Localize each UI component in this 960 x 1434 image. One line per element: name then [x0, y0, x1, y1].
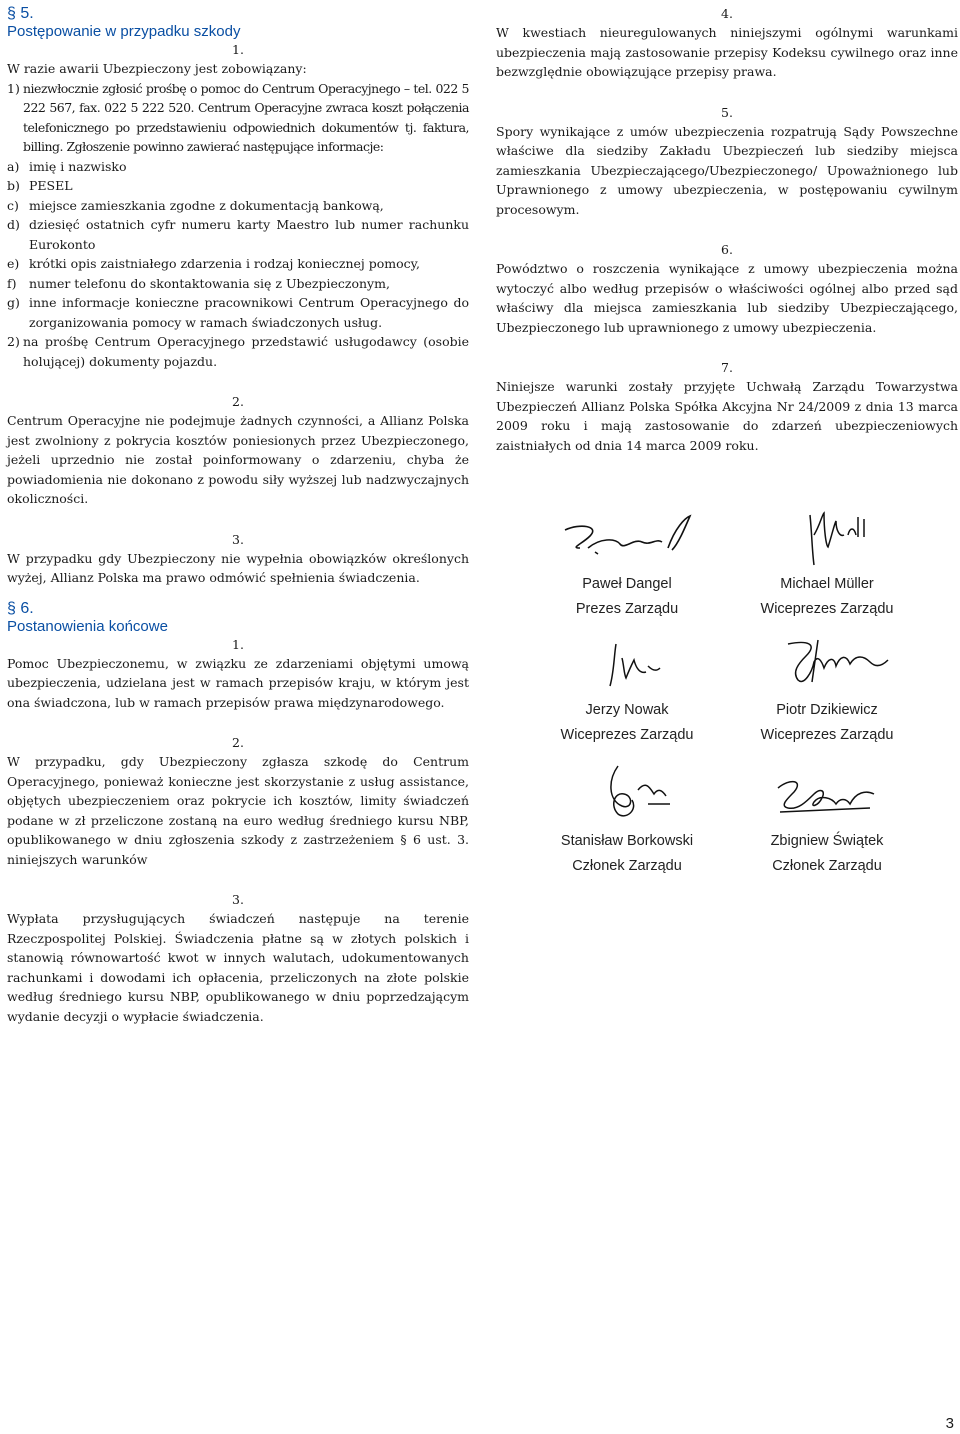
signatory-title: Członek Zarządu	[772, 858, 882, 874]
paragraph-text: Niniejsze warunki zostały przyjęte Uchwałą Zarządu Towarzystwa Ubezpieczeń Allianz Polska Spółka Akcyjna Nr 24/2009 z dnia 13 marca 2009 roku i mają zastosowanie do zdarzeń ubezpieczeniowych zaistniałych od dnia 14 marca 2009 roku.	[496, 379, 958, 453]
signatory-name: Jerzy Nowak	[585, 702, 669, 718]
signatory-title: Wiceprezes Zarządu	[760, 727, 894, 743]
list-marker: c)	[7, 197, 19, 213]
list-item	[7, 254, 469, 274]
list-item-text: dziesięć ostatnich cyfr numeru karty Maestro lub numer rachunku Eurokonto	[29, 217, 469, 252]
section-5-title: Postępowanie w przypadku szkody	[7, 23, 241, 40]
paragraph-number: 1.	[232, 42, 244, 57]
obligations-list-2	[7, 332, 469, 371]
list-item-text: PESEL	[29, 178, 73, 193]
paragraph-number: 6.	[721, 242, 733, 257]
obligations-list	[7, 79, 469, 157]
list-item	[7, 293, 469, 332]
signatory-title: Wiceprezes Zarządu	[560, 727, 694, 743]
signatory-title: Wiceprezes Zarządu	[760, 601, 894, 617]
paragraph-number: 2.	[232, 735, 244, 750]
list-item	[7, 79, 469, 157]
signature-image	[560, 508, 700, 563]
list-marker: f)	[7, 275, 17, 291]
paragraph-text: W przypadku, gdy Ubezpieczony zgłasza szkodę do Centrum Operacyjnego, ponieważ konieczne jest skorzystanie z usług assistance, objętych ubezpieczeniem oraz pokrycie ich kosztów, limity świadczeń podane w zł przeliczone zostaną na euro według średniego kursu NBP, opublikowanego w dniu zgłoszenia szkody z zastrzeżeniem § 6 ust. 3. niniejszych warunków	[7, 754, 469, 867]
section-6-title: Postanowienia końcowe	[7, 617, 168, 635]
paragraph-text: Wypłata przysługujących świadczeń następuje na terenie Rzeczpospolitej Polskiej. Świadczenia płatne są w złotych polskich i stanowią równowartość kwot w innych walutach, udokumentowanych rachunkami i dowodami ich opłacenia, przeliczonych na złote polskie według średniego kursu NBP, opublikowanego w dniu poprzedzającym wydanie decyzji o wypłacie świadczenia.	[7, 911, 469, 1024]
signature-image	[790, 505, 880, 570]
section-6-number: § 6.	[7, 599, 34, 617]
paragraph-text: Powództwo o roszczenia wynikające z umowy ubezpieczenia można wytoczyć albo według przepisów o właściwości ogólnej albo przed sąd właściwy dla miejsca zamieszkania lub siedziby Ubezpieczającego, Ubezpieczonego lub uprawnionego z umowy ubezpieczenia.	[496, 261, 958, 335]
list-item-text: imię i nazwisko	[29, 158, 127, 174]
list-item	[7, 176, 469, 196]
signatory-block	[532, 698, 722, 748]
list-item-text: inne informacje konieczne pracownikowi Centrum Operacyjnego do zorganizowania pomocy w ramach świadczonych usług.	[29, 295, 469, 330]
list-item-text: krótki opis zaistniałego zdarzenia i rodzaj koniecznej pomocy,	[29, 256, 421, 271]
page-number: 3	[945, 1415, 954, 1432]
signatory-name: Piotr Dzikiewicz	[776, 702, 878, 718]
signature-image	[770, 768, 890, 820]
list-marker: 1)	[7, 80, 20, 96]
signatory-title: Członek Zarządu	[572, 858, 682, 874]
paragraph-text: Centrum Operacyjne nie podejmuje żadnych czynności, a Allianz Polska jest zwolniony z pokrycia kosztów poniesionych przez Ubezpieczonego, jeżeli uprzednio nie został poinformowany o zdarzeniu, chyba że powiadomienia nie dokonano z powodu siły wyższej lub nadzwyczajnych okoliczności.	[7, 413, 469, 506]
paragraph-number: 3.	[232, 531, 244, 547]
signature-image	[598, 636, 668, 692]
list-item	[7, 215, 469, 254]
paragraph-text: W przypadku gdy Ubezpieczony nie wypełnia obowiązków określonych wyżej, Allianz Polska ma prawo odmówić spełnienia świadczenia.	[7, 550, 469, 585]
paragraph-number: 2.	[232, 394, 244, 409]
signatory-block	[732, 829, 922, 879]
signatory-name: Zbigniew Świątek	[770, 833, 884, 849]
signatory-name: Paweł Dangel	[582, 576, 672, 592]
paragraph-number: 3.	[232, 892, 244, 907]
signatory-title: Prezes Zarządu	[575, 601, 679, 617]
list-marker: e)	[7, 256, 20, 271]
signatory-block	[532, 572, 722, 622]
section-5-number: § 5.	[7, 5, 34, 22]
signature-image	[778, 632, 898, 692]
signatory-block	[532, 829, 722, 879]
paragraph-text: Pomoc Ubezpieczonemu, w związku ze zdarzeniami objętymi umową ubezpieczenia, udzielana jest w ramach przepisów kraju, w którym jest ona świadczona, lub w ramach przepisów prawa międzynarodowego.	[7, 655, 469, 710]
list-item-text: na prośbę Centrum Operacyjnego przedstawić usługodawcy (osobie holującej) dokumenty pojazdu.	[23, 334, 469, 369]
list-item-text: miejsce zamieszkania zgodne z dokumentacją bankową,	[29, 197, 384, 213]
paragraph-text: Spory wynikające z umów ubezpieczenia rozpatrują Sądy Powszechne właściwe dla siedziby Zakładu Ubezpieczeń lub siedziby miejsca zamieszkania Ubezpieczającego/Ubezpieczonego/ Upoważnionego lub Uprawnionego z umowy ubezpieczenia, w postępowaniu cywilnym procesowym.	[496, 123, 958, 217]
signatory-name: Michael Müller	[780, 576, 874, 592]
paragraph-number: 4.	[721, 6, 733, 21]
paragraph-number: 5.	[721, 104, 733, 120]
left-column	[7, 0, 469, 1026]
list-marker: d)	[7, 217, 20, 232]
right-column	[496, 5, 958, 455]
report-info-list	[7, 157, 469, 333]
paragraph-number: 7.	[721, 360, 733, 375]
list-marker: 2)	[7, 334, 20, 349]
list-item	[7, 157, 469, 177]
paragraph-text: W kwestiach nieuregulowanych niniejszymi ogólnymi warunkami ubezpieczenia mają zastosowanie przepisy Kodeksu cywilnego oraz inne bezwzględnie obowiązujące przepisy prawa.	[496, 25, 958, 79]
list-marker: b)	[7, 178, 20, 193]
signatory-name: Stanisław Borkowski	[560, 833, 694, 849]
list-item	[7, 332, 469, 371]
signature-image	[588, 760, 678, 822]
signatory-block	[732, 698, 922, 748]
list-marker: g)	[7, 295, 20, 310]
list-item-text: numer telefonu do skontaktowania się z Ubezpieczonym,	[29, 275, 390, 291]
list-marker: a)	[7, 158, 20, 174]
paragraph-number: 1.	[232, 636, 244, 652]
signatory-block	[732, 572, 922, 622]
paragraph-intro: W razie awarii Ubezpieczony jest zobowiązany:	[7, 61, 307, 76]
list-item	[7, 196, 469, 216]
list-item-text: niezwłocznie zgłosić prośbę o pomoc do Centrum Operacyjnego – tel. 022 5 222 567, fax. 022 5 222 520. Centrum Operacyjne zwraca koszt połączenia telefonicznego po przedstawieniu odpowiednich dokumentów tj. faktura, billing. Zgłoszenie powinno zawierać następujące informacje:	[23, 80, 469, 154]
list-item	[7, 274, 469, 294]
